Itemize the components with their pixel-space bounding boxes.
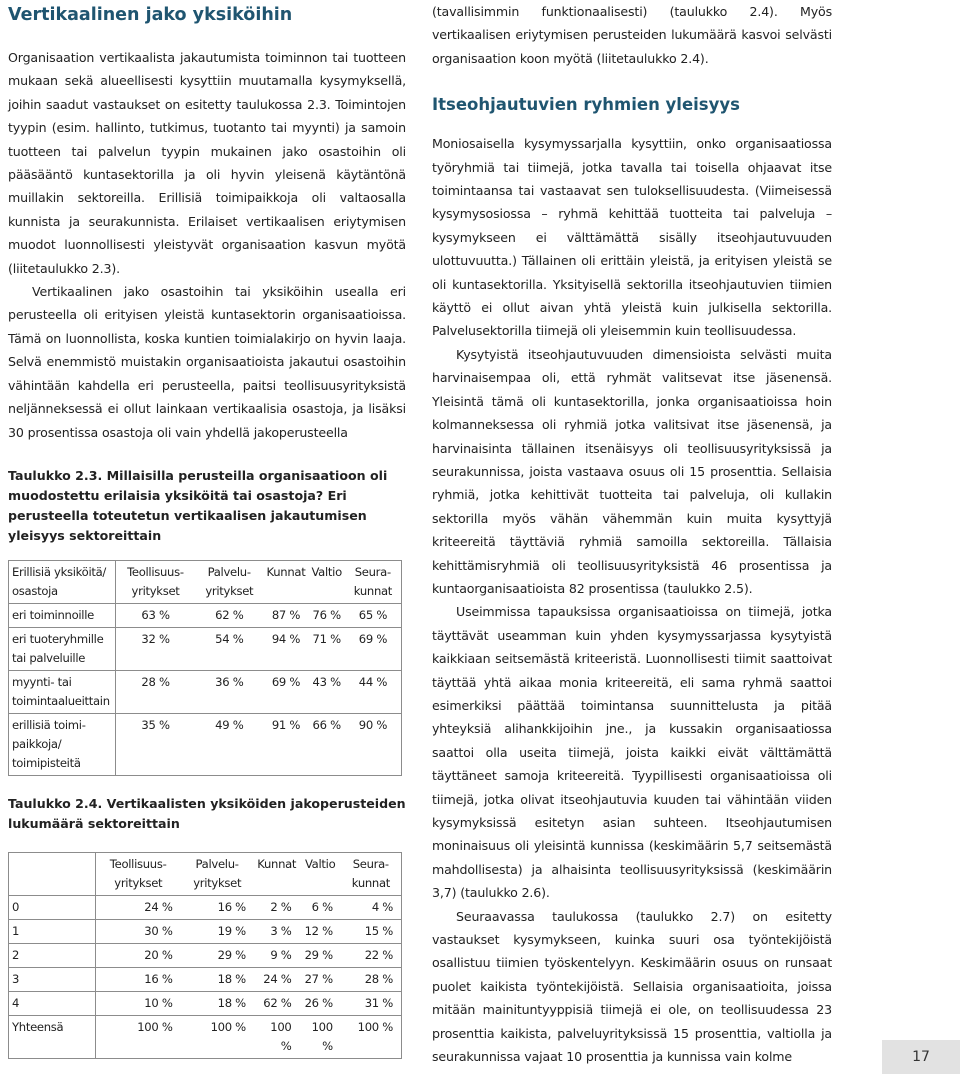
table-cell: 43 % [308, 670, 344, 713]
table-row [9, 967, 402, 991]
row-label: eri toiminnoille [9, 603, 116, 627]
table-cell: 31 % [341, 991, 402, 1015]
page-number: 17 [882, 1040, 960, 1074]
table-cell: 29 % [181, 943, 254, 967]
right-paragraph-2: Kysytyistä itseohjautuvuuden dimensioista selvästi muita harvinaisempaa oli, että ryhmät valitsevat itse jäsenensä. Yleisintä tämä oli kuntasektorilla, jonka organisaatioissa hoin kolmanneksessa oli ryhmiä jotka valitsivat itse jäsenensä, ja harvinaisinta tällainen itsenäisyys oli teollisuusyrityksissä ja seurakunnissa, joista vastaava osuus oli 15 prosenttia. Sellaisia ryhmiä, jotka kehittivät tuotteita tai palveluja, oli kullakin sektorilla myös vähän vähemmän kuin muita kysyttyjä kriteereitä täyttäviä ryhmiä samoilla sektoreilla. Tällaisia kehittämisryhmiä oli teollisuusyrityksistä 46 prosentissa ja kuntaorganisaatioista 82 prosentissa (taulukko 2.5). [432, 346, 832, 596]
table-cell: 49 % [195, 713, 263, 775]
table-cell: 32 % [116, 627, 196, 670]
row-label: myynti- tai toimintaalueittain [9, 670, 116, 713]
table-cell: 18 % [181, 991, 254, 1015]
table-cell: 100 % [300, 1015, 341, 1058]
table-cell: 100 % [96, 1015, 181, 1058]
table-cell: 100 % [254, 1015, 300, 1058]
table-cell: 4 % [341, 895, 402, 919]
left-paragraph-2: Vertikaalinen jako osastoihin tai yksiköihin usealla eri perusteella oli erityisen yleistä kuntasektorin organisaatioissa. Tämä on luonnollista, koska kuntien toimialakirjo on hyvin laaja. Selvä enemmistö muistakin organisaatioista jakautui osastoihin vähintään kahdella eri perusteella, paitsi teollisuusyrityksistä neljänneksessä ei ollut lainkaan vertikaalisia osastoja, ja lisäksi 30 prosentissa osastoja oli vain yhdellä jakoperusteella [8, 284, 406, 440]
table-cell: 69 % [345, 627, 402, 670]
right-column [432, 0, 832, 1068]
table-cell: 10 % [96, 991, 181, 1015]
table-cell: 35 % [116, 713, 196, 775]
table-cell: 29 % [300, 943, 341, 967]
table-row [9, 919, 402, 943]
table-header-cell: Teollisuusyritykset [127, 564, 185, 598]
table-cell: 16 % [181, 895, 254, 919]
row-label: eri tuoteryhmille tai palveluille [9, 627, 116, 670]
table-header-cell: Valtio [304, 856, 336, 871]
table-cell: 28 % [116, 670, 196, 713]
right-paragraph-3: Useimmissa tapauksissa organisaatioissa on tiimejä, jotka täyttävät useamman kuin yhden kysymyssarjassa kysytyistä kaikkiaan seitsemästä kriteeristä. Luonnollisesti tiimit saattoivat täyttää yhtä aikaa monia kriteereitä, eli sama ryhmä saattoi esimerkiksi päättää toimintansa suunnittelusta ja pitää yhteyksiä alihankkijoihin jne., ja kussakin organisaatiossa saattoi olla useita tiimejä, joista kaikki eivät välttämättä täyttäneet samoja kriteereitä. Tyypillisesti organisaatioissa oli tiimejä, jotka olivat itseohjautuvia kuuden tai vähintään viiden kysymyksissä esitetyn asian suhteen. Itseohjautumisen moninaisuus oli yleisintä kunnissa (keskimäärin 5,7 seitsemästä mahdollisesta) ja alhaisinta teollisuusyrityksissä (keskimäärin 3,7) (taulukko 2.6). [432, 604, 832, 901]
table-cell: 91 % [264, 713, 309, 775]
row-label: 1 [9, 919, 96, 943]
table-header-row [9, 852, 402, 895]
table-header-cell: Erillisiä yksiköitä/ osastoja [9, 560, 116, 603]
table-cell: 26 % [300, 991, 341, 1015]
table-row [9, 627, 402, 670]
table-cell: 69 % [264, 670, 309, 713]
row-label: Yhteensä [9, 1015, 96, 1058]
table-cell: 30 % [96, 919, 181, 943]
row-label: 0 [9, 895, 96, 919]
table-header-cell: Palveluyritykset [205, 564, 254, 598]
table-cell: 87 % [264, 603, 309, 627]
table-cell: 3 % [254, 919, 300, 943]
table-row [9, 943, 402, 967]
right-paragraph-0: (tavallisimmin funktionaalisesti) (taulukko 2.4). Myös vertikaalisen eriytymisen perusteiden lukumäärä kasvoi selvästi organisaation koon myötä (liitetaulukko 2.4). [432, 4, 832, 66]
table-row [9, 670, 402, 713]
right-paragraph-4: Seuraavassa taulukossa (taulukko 2.7) on esitetty vastaukset kysymykseen, kuinka suuri osa työntekijöistä osallistuu tiimien työskentelyyn. Keskimäärin osuus on runsaat puolet kaikista työntekijöistä. Sellaisia organisaatioita, joissa mitään mainituntyyppisiä tiimejä ei ole, on teollisuudessa 23 prosenttia kaikista, palveluyrityksissä 15 prosenttia, valtiolla ja seurakunnissa vajaat 10 prosenttia ja kunnissa vain kolme [432, 908, 832, 1065]
table-row [9, 1015, 402, 1058]
table-header-cell: Palveluyritykset [193, 856, 242, 890]
table-row [9, 603, 402, 627]
table-header-cell [9, 852, 96, 895]
table-header-cell: Kunnat [266, 564, 306, 579]
row-label: 3 [9, 967, 96, 991]
table-cell: 24 % [254, 967, 300, 991]
row-label: 4 [9, 991, 96, 1015]
table-cell: 62 % [195, 603, 263, 627]
table-cell: 2 % [254, 895, 300, 919]
table-cell: 18 % [181, 967, 254, 991]
row-label: 2 [9, 943, 96, 967]
table-cell: 66 % [308, 713, 344, 775]
table-row [9, 713, 402, 775]
table-header-row [9, 560, 402, 603]
table-cell: 100 % [341, 1015, 402, 1058]
table-2-3 [8, 560, 402, 776]
row-label: erillisiä toimipaikkoja/ toimipisteitä [9, 713, 116, 775]
table-cell: 100 % [181, 1015, 254, 1058]
left-paragraph-1: Organisaation vertikaalista jakautumista toiminnon tai tuotteen mukaan sekä alueellisesti kysyttiin muutamalla kysymyksellä, joihin saadut vastaukset on esitetty taulukossa 2.3. Toimintojen tyypin (esim. hallinto, tutkimus, tuotanto tai myynti) ja samoin tuotteen tai palvelun tyypin mukainen jako osastoihin oli pääsääntö kuntasektorilla ja oli hyvin yleisenä käytäntönä muillakin sektoreilla. Erillisiä toimipaikkoja oli valtaosalla kunnista ja seurakunnista. Erilaiset vertikaalisen eriytymisen muodot luonnollisesti yleistyvät organisaation kasvun myötä (liitetaulukko 2.3). [8, 50, 406, 276]
table-cell: 65 % [345, 603, 402, 627]
table-cell: 9 % [254, 943, 300, 967]
right-paragraph-1: Moniosaisella kysymyssarjalla kysyttiin, onko organisaatiossa työryhmiä tai tiimejä, jotka tavalla tai toisella ohjaavat itse toimintaansa tai vastaavat sen tuloksellisuudesta. (Viimeisessä kysymysosiossa – ryhmä kehittää tuotteita tai palveluja – kysymykseen ei välttämättä sisälly itseohjautuvuuden ulottuvuutta.) Tällainen oli erittäin yleistä, ja erityisen yleistä se oli kuntasektorilla. Yksityisellä sektorilla itseohjautuvien tiimien käyttö ei ollut aivan yhtä yleistä kuin julkisella sektorilla. Palvelusektorilla tiimejä oli yleisemmin kuin teollisuudessa. [432, 136, 832, 339]
table-header-cell: Valtio [311, 564, 342, 579]
table-cell: 63 % [116, 603, 196, 627]
table-header-cell: Seurakunnat [353, 564, 393, 598]
table-cell: 22 % [341, 943, 402, 967]
table-2-3-caption: Taulukko 2.3. Millaisilla perusteilla organisaatioon oli muodostettu erilaisia yksiköitä tai osastoja? Eri perusteella toteutetun vertikaalisen jakautumisen yleisyys sektoreittain [8, 467, 388, 543]
table-row [9, 991, 402, 1015]
table-cell: 15 % [341, 919, 402, 943]
table-cell: 12 % [300, 919, 341, 943]
table-cell: 6 % [300, 895, 341, 919]
table-cell: 94 % [264, 627, 309, 670]
table-cell: 54 % [195, 627, 263, 670]
table-header-cell: Kunnat [257, 856, 297, 871]
table-cell: 71 % [308, 627, 344, 670]
table-cell: 36 % [195, 670, 263, 713]
table-header-cell: Teollisuusyritykset [109, 856, 167, 890]
table-cell: 44 % [345, 670, 402, 713]
table-cell: 27 % [300, 967, 341, 991]
table-cell: 76 % [308, 603, 344, 627]
table-cell: 16 % [96, 967, 181, 991]
left-column [8, 0, 406, 1059]
table-2-4-caption: Taulukko 2.4. Vertikaalisten yksiköiden jakoperusteiden lukumäärä sektoreittain [8, 795, 406, 831]
section-heading: Itseohjautuvien ryhmien yleisyys [432, 95, 740, 115]
table-row [9, 895, 402, 919]
table-cell: 19 % [181, 919, 254, 943]
table-cell: 90 % [345, 713, 402, 775]
table-2-4 [8, 852, 402, 1059]
table-cell: 28 % [341, 967, 402, 991]
table-header-cell: Seurakunnat [351, 856, 391, 890]
table-cell: 24 % [96, 895, 181, 919]
table-cell: 20 % [96, 943, 181, 967]
table-cell: 62 % [254, 991, 300, 1015]
section-title: Vertikaalinen jako yksiköihin [8, 5, 293, 25]
